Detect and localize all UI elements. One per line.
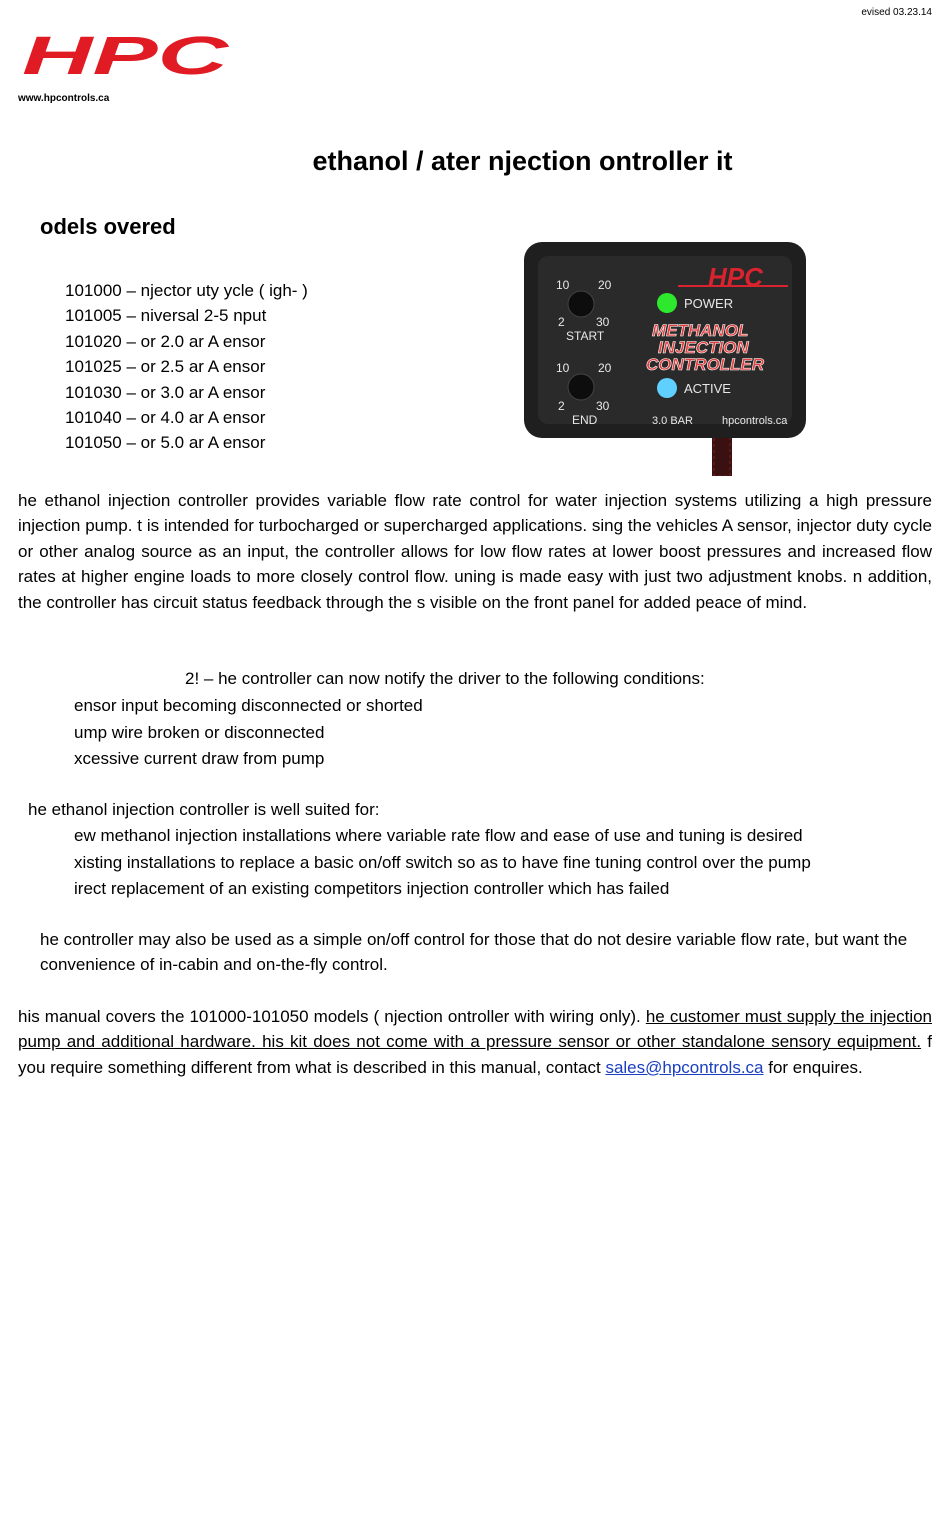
manual-lead: his manual covers the 101000-101050 models ( njection ontroller with wiring only). [18, 1007, 646, 1026]
intro-paragraph: he ethanol injection controller provides variable flow rate control for water injection systems utilizing a high pressure injection pump. t is intended for turbocharged or supercharged applications. sing the vehicles A sensor, injector duty cycle or other analog source as an input, the controller allows for low flow rates at lower boost pressures and increased flow rates at higher engine loads to more closely control flow. uning is made easy with just two adjustment knobs. n addition, the controller has circuit status feedback through the s visible on the front panel for added peace of mind. [18, 491, 932, 612]
condition-item: ump wire broken or disconnected [74, 722, 325, 742]
onoff-paragraph: he controller may also be used as a simple on/off control for those that do not desire variable flow rate, but want the convenience of in-cabin and on-the-fly control. [40, 930, 908, 975]
device-brand: HPC [708, 262, 763, 292]
start-scale-top-left: 10 [556, 278, 570, 292]
suited-item: ew methanol injection installations where variable rate flow and ease of use and tuning is desired [74, 826, 803, 845]
condition-item: ensor input becoming disconnected or shorted [74, 696, 423, 715]
device-site-label: hpcontrols.ca [722, 415, 788, 427]
models-list [65, 278, 308, 456]
model-item: 101030 – or 3.0 ar A ensor [65, 382, 266, 402]
suited-item: xisting installations to replace a basic on/off switch so as to have fine tuning control over the pump [74, 852, 811, 872]
manual-end: for enquires. [763, 1057, 863, 1077]
start-label: START [566, 329, 605, 343]
end-knob [568, 374, 594, 400]
model-item: 101040 – or 4.0 ar A ensor [65, 408, 266, 428]
manual-notice: he customer must supply the injection pump and additional hardware. his kit does not come with a pressure sensor or other standalone sensory equipment. [18, 1007, 932, 1052]
model-item: 101005 – niversal 2-5 nput [65, 306, 267, 326]
model-item: 101050 – or 5.0 ar A ensor [65, 433, 266, 453]
sales-email-link[interactable]: sales@hpcontrols.ca [605, 1057, 764, 1077]
device-label-line-2: INJECTION [658, 338, 749, 357]
active-label: ACTIVE [684, 381, 731, 396]
controller-photo [512, 224, 822, 476]
power-label: POWER [684, 296, 734, 311]
end-scale-bottom-left: 2 [558, 399, 565, 413]
end-scale-bottom-right: 30 [596, 399, 610, 413]
end-scale-top-left: 10 [556, 361, 570, 375]
condition-item: xcessive current draw from pump [74, 749, 325, 768]
feature-intro: 2! – he controller can now notify the driver to the following conditions: [185, 669, 705, 688]
suited-intro: he ethanol injection controller is well suited for: [28, 800, 380, 819]
start-scale-bottom-left: 2 [558, 315, 565, 329]
power-led [657, 293, 677, 313]
bar-label: 3.0 BAR [652, 415, 693, 427]
conditions-list [74, 693, 423, 773]
end-label: END [572, 413, 598, 427]
suited-list [74, 823, 811, 903]
revision-date: evised 03.23.14 [861, 7, 932, 18]
hpc-logo [20, 30, 232, 80]
model-item: 101000 – njector uty ycle ( igh- ) [65, 281, 308, 300]
start-scale-bottom-right: 30 [596, 315, 610, 329]
end-scale-top-right: 20 [598, 361, 612, 375]
start-scale-top-right: 20 [598, 278, 612, 292]
manual-paragraph [18, 1004, 932, 1080]
suited-item: irect replacement of an existing competitors injection controller which has failed [74, 879, 670, 898]
hpc-logo-text: HPC [22, 30, 230, 80]
models-heading: odels overed [40, 214, 176, 239]
model-item: 101025 – or 2.5 ar A ensor [65, 357, 266, 377]
page-title: ethanol / ater njection ontroller it [312, 146, 733, 176]
website-url: www.hpcontrols.ca [18, 93, 110, 104]
device-label-line-1: METHANOL [652, 321, 749, 340]
active-led [657, 378, 677, 398]
start-knob [568, 291, 594, 317]
manual-tail: f you require something different from what is described in this manual, contact [18, 1032, 933, 1077]
model-item: 101020 – or 2.0 ar A ensor [65, 331, 266, 351]
device-label-line-3: CONTROLLER [646, 355, 765, 374]
